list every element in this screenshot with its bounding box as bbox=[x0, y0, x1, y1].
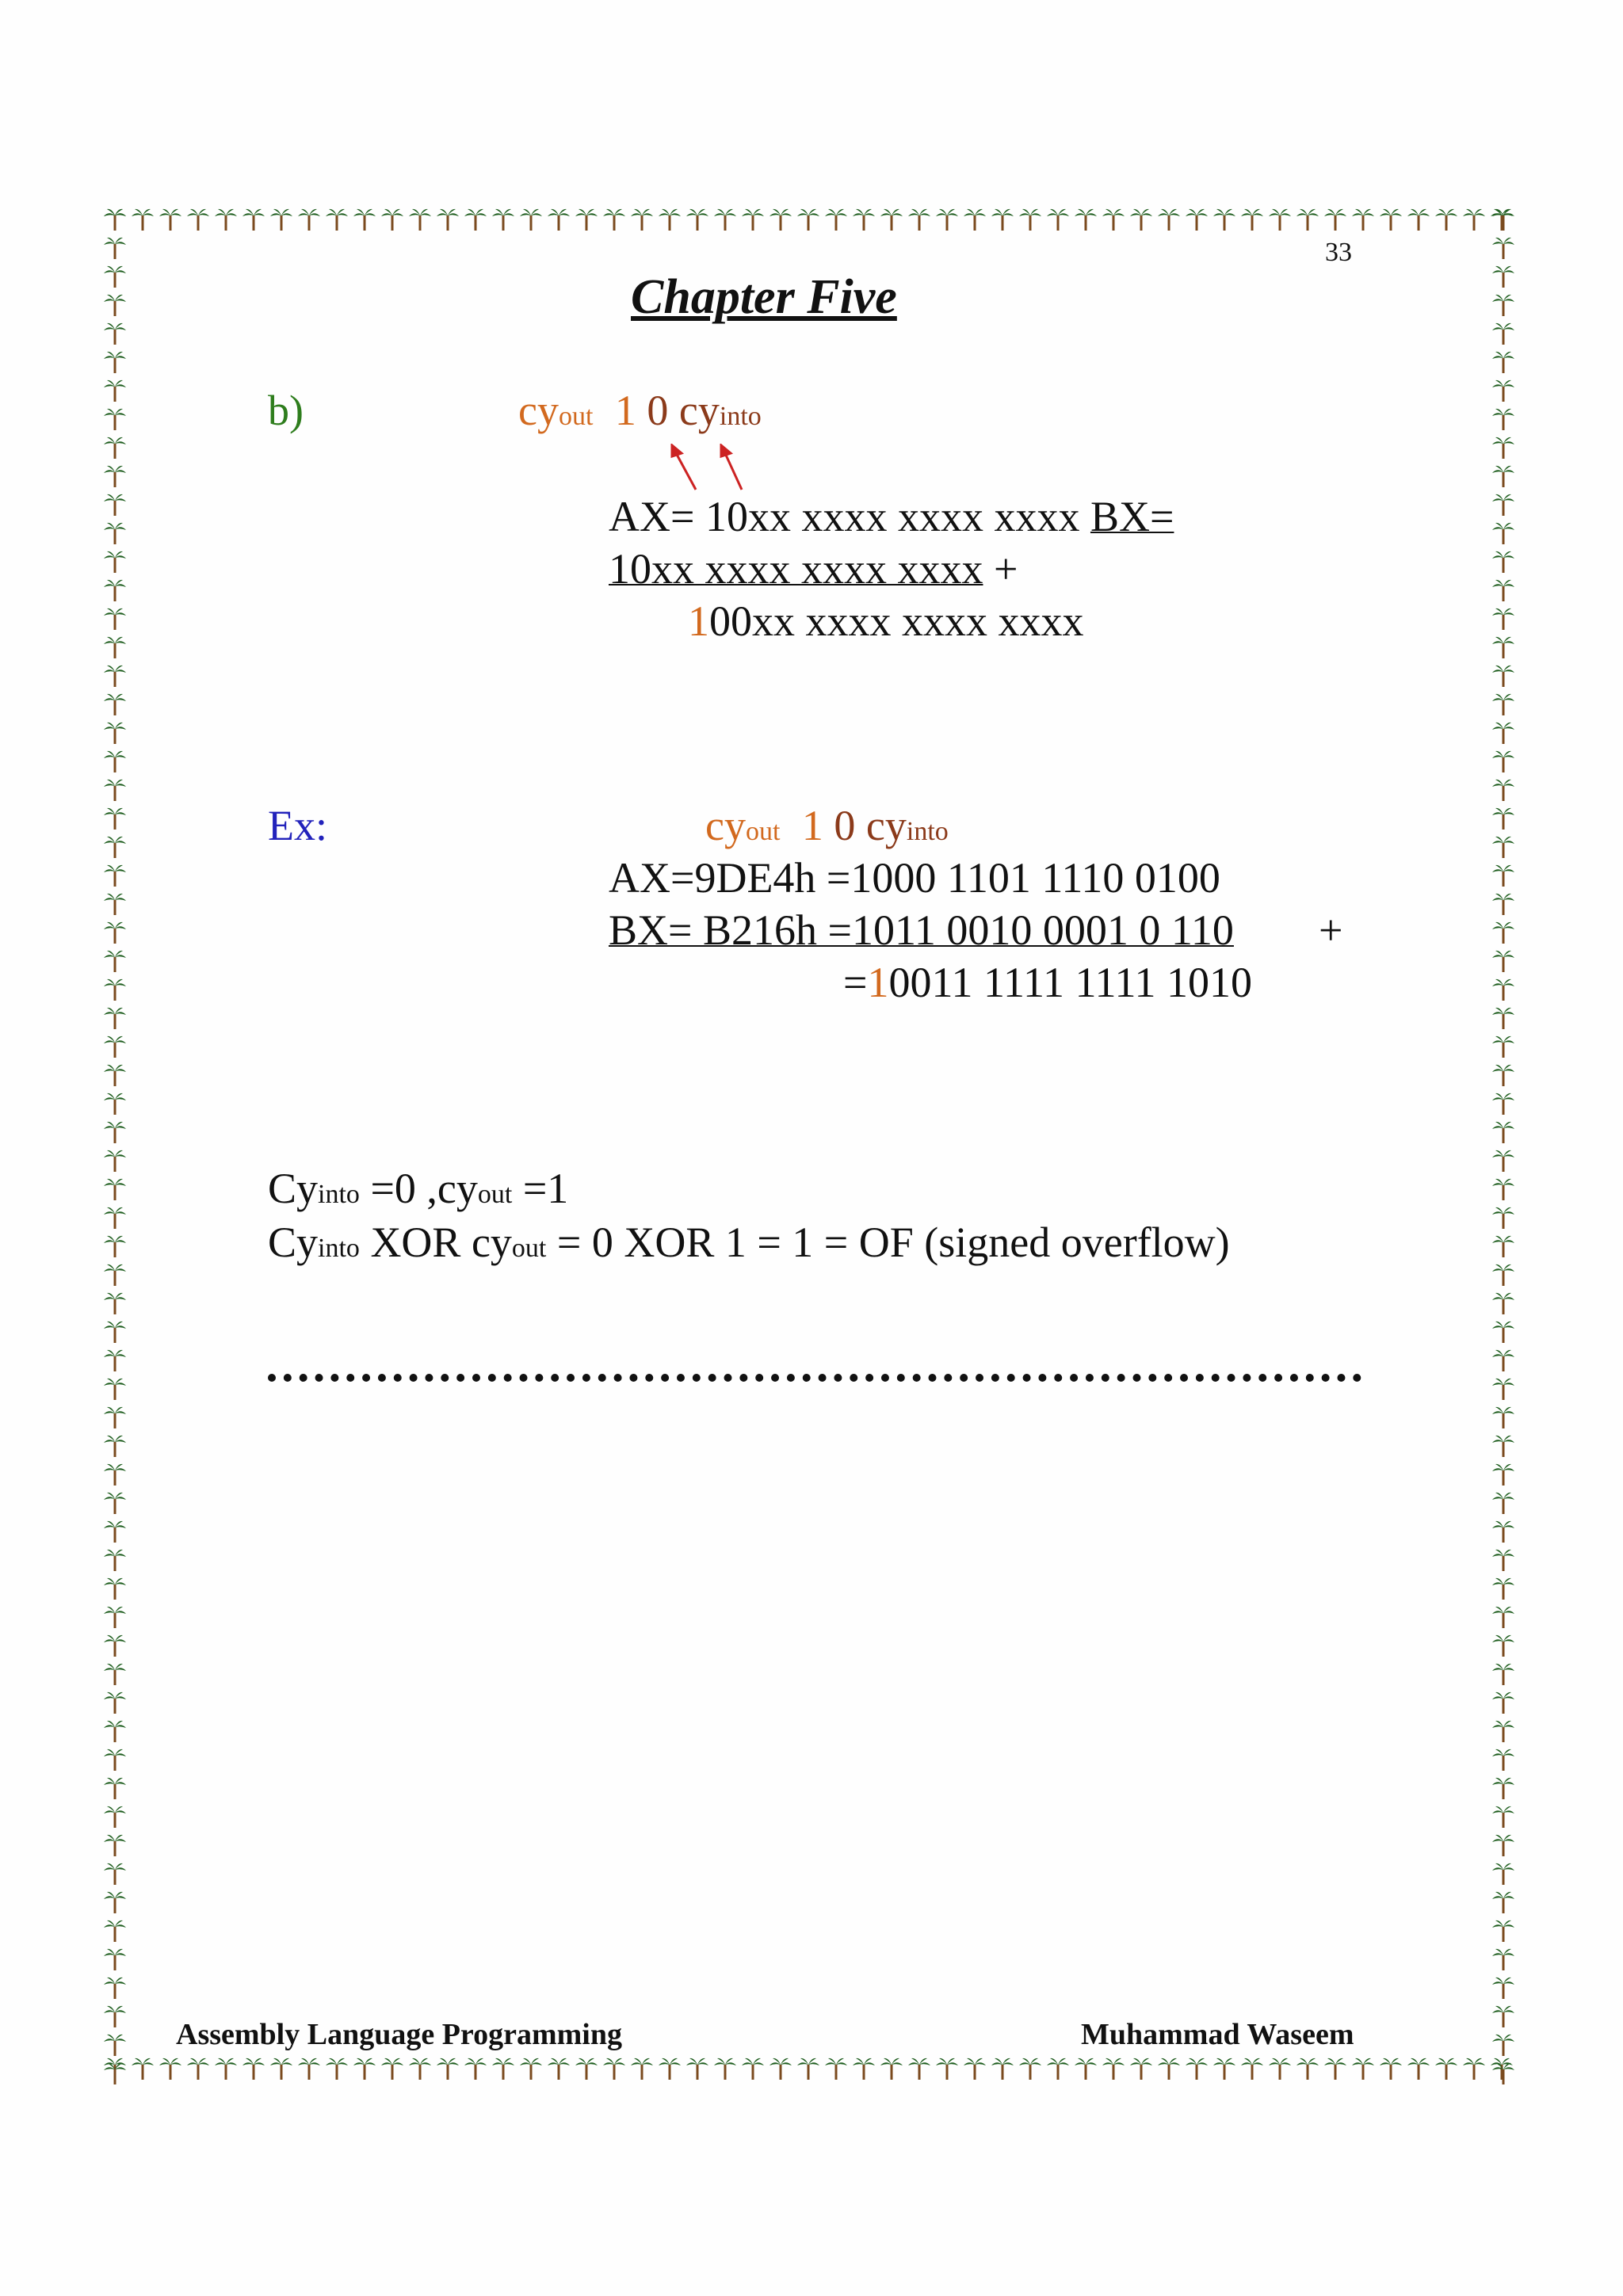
palm-tree-icon bbox=[713, 208, 737, 231]
into-subscript: into bbox=[318, 1234, 360, 1263]
palm-tree-icon bbox=[1240, 2057, 1264, 2081]
palm-tree-icon bbox=[1491, 1976, 1515, 2000]
palm-tree-icon bbox=[408, 208, 432, 231]
palm-tree-icon bbox=[880, 208, 903, 231]
palm-tree-icon bbox=[103, 322, 127, 345]
palm-tree-icon bbox=[103, 864, 127, 887]
palm-tree-icon bbox=[491, 208, 515, 231]
decorative-palm-border bbox=[103, 208, 1523, 2088]
example-label: Ex: bbox=[268, 802, 327, 849]
palm-tree-icon bbox=[103, 550, 127, 574]
text-segment: =1 bbox=[512, 1165, 569, 1212]
palm-tree-icon bbox=[1491, 864, 1515, 887]
palm-tree-icon bbox=[103, 607, 127, 631]
palm-tree-icon bbox=[103, 1177, 127, 1201]
border-bottom bbox=[103, 2057, 1523, 2088]
palm-tree-icon bbox=[1157, 2057, 1181, 2081]
palm-tree-icon bbox=[103, 464, 127, 488]
text-segment: =0 ,cy bbox=[359, 1165, 478, 1212]
palm-tree-icon bbox=[464, 2057, 487, 2081]
palm-tree-icon bbox=[103, 1491, 127, 1515]
palm-tree-icon bbox=[103, 1833, 127, 1857]
palm-tree-icon bbox=[1491, 464, 1515, 488]
palm-tree-icon bbox=[1129, 208, 1153, 231]
palm-tree-icon bbox=[1462, 2057, 1486, 2081]
palm-tree-icon bbox=[491, 2057, 515, 2081]
palm-tree-icon bbox=[1491, 2061, 1515, 2085]
palm-tree-icon bbox=[269, 2057, 293, 2081]
arrow-2-icon bbox=[724, 452, 742, 490]
palm-tree-icon bbox=[1491, 1662, 1515, 1686]
palm-tree-icon bbox=[1323, 208, 1347, 231]
palm-tree-icon bbox=[436, 208, 460, 231]
palm-tree-icon bbox=[103, 350, 127, 374]
palm-tree-icon bbox=[103, 1035, 127, 1058]
palm-tree-icon bbox=[103, 807, 127, 830]
palm-tree-icon bbox=[103, 493, 127, 517]
palm-tree-icon bbox=[991, 2057, 1014, 2081]
palm-tree-icon bbox=[1491, 2004, 1515, 2028]
cy-into-symbol: cy bbox=[865, 802, 907, 849]
palm-tree-icon bbox=[1046, 2057, 1070, 2081]
palm-tree-icon bbox=[380, 2057, 404, 2081]
palm-tree-icon bbox=[741, 2057, 765, 2081]
palm-tree-icon bbox=[1491, 1520, 1515, 1543]
palm-tree-icon bbox=[1491, 1577, 1515, 1600]
palm-tree-icon bbox=[1491, 1548, 1515, 1572]
palm-tree-icon bbox=[1491, 1206, 1515, 1230]
palm-tree-icon bbox=[103, 236, 127, 260]
palm-tree-icon bbox=[464, 208, 487, 231]
palm-tree-icon bbox=[1491, 265, 1515, 288]
example-plus-sign: + bbox=[1319, 906, 1343, 954]
border-top bbox=[103, 208, 1523, 239]
palm-tree-icon bbox=[186, 208, 210, 231]
palm-tree-icon bbox=[297, 208, 321, 231]
palm-tree-icon bbox=[1157, 208, 1181, 231]
palm-tree-icon bbox=[1491, 1463, 1515, 1486]
palm-tree-icon bbox=[1491, 350, 1515, 374]
palm-tree-icon bbox=[103, 1947, 127, 1971]
palm-tree-icon bbox=[1491, 2033, 1515, 2057]
palm-tree-icon bbox=[1491, 978, 1515, 1001]
cy-out-symbol: cy bbox=[518, 387, 559, 434]
palm-tree-icon bbox=[1491, 1063, 1515, 1087]
part-b-label: b) bbox=[268, 387, 304, 434]
palm-tree-icon bbox=[1185, 2057, 1209, 2081]
palm-tree-icon bbox=[547, 2057, 571, 2081]
part-b-line-2 bbox=[609, 545, 1018, 593]
palm-tree-icon bbox=[436, 2057, 460, 2081]
palm-tree-icon bbox=[658, 208, 682, 231]
palm-tree-icon bbox=[103, 664, 127, 688]
palm-tree-icon bbox=[103, 1149, 127, 1173]
palm-tree-icon bbox=[1268, 2057, 1292, 2081]
palm-tree-icon bbox=[380, 208, 404, 231]
palm-tree-icon bbox=[297, 2057, 321, 2081]
palm-tree-icon bbox=[103, 1776, 127, 1800]
part-b-carry-header bbox=[518, 387, 762, 441]
palm-tree-icon bbox=[824, 2057, 848, 2081]
palm-tree-icon bbox=[103, 1548, 127, 1572]
palm-tree-icon bbox=[158, 208, 182, 231]
palm-tree-icon bbox=[103, 778, 127, 802]
palm-tree-icon bbox=[103, 1862, 127, 1886]
into-subscript: into bbox=[318, 1180, 360, 1209]
text-segment: XOR cy bbox=[359, 1219, 512, 1266]
palm-tree-icon bbox=[1491, 1833, 1515, 1857]
footer-left: Assembly Language Programming bbox=[176, 2018, 622, 2051]
palm-tree-icon bbox=[103, 1719, 127, 1743]
palm-tree-icon bbox=[963, 2057, 987, 2081]
palm-tree-icon bbox=[1185, 208, 1209, 231]
palm-tree-icon bbox=[602, 208, 626, 231]
palm-tree-icon bbox=[1491, 1405, 1515, 1429]
palm-tree-icon bbox=[1379, 208, 1403, 231]
palm-tree-icon bbox=[1212, 2057, 1236, 2081]
palm-tree-icon bbox=[1491, 1947, 1515, 1971]
palm-tree-icon bbox=[1491, 721, 1515, 745]
palm-tree-icon bbox=[103, 892, 127, 916]
palm-tree-icon bbox=[103, 1206, 127, 1230]
example-line-2: BX= B216h =1011 0010 0001 0 110 bbox=[609, 906, 1234, 954]
palm-tree-icon bbox=[1491, 607, 1515, 631]
palm-tree-icon bbox=[1491, 1035, 1515, 1058]
palm-tree-icon bbox=[1491, 1320, 1515, 1344]
palm-tree-icon bbox=[1491, 1377, 1515, 1401]
palm-tree-icon bbox=[1491, 407, 1515, 431]
palm-tree-icon bbox=[103, 749, 127, 773]
out-subscript: out bbox=[511, 1234, 547, 1263]
palm-tree-icon bbox=[685, 208, 709, 231]
palm-tree-icon bbox=[880, 2057, 903, 2081]
palm-tree-icon bbox=[103, 521, 127, 545]
palm-tree-icon bbox=[1212, 208, 1236, 231]
palm-tree-icon bbox=[1323, 2057, 1347, 2081]
palm-tree-icon bbox=[103, 1234, 127, 1258]
palm-tree-icon bbox=[1491, 1263, 1515, 1287]
palm-tree-icon bbox=[103, 578, 127, 602]
palm-tree-icon bbox=[1491, 521, 1515, 545]
ax-operand: AX= 10xx xxxx xxxx xxxx bbox=[609, 493, 1090, 540]
palm-tree-icon bbox=[1407, 2057, 1430, 2081]
palm-tree-icon bbox=[1434, 2057, 1458, 2081]
carry-arrows bbox=[666, 444, 753, 491]
palm-tree-icon bbox=[713, 2057, 737, 2081]
palm-tree-icon bbox=[103, 1577, 127, 1600]
palm-tree-icon bbox=[242, 208, 265, 231]
palm-tree-icon bbox=[1018, 2057, 1042, 2081]
out-subscript: out bbox=[558, 402, 594, 431]
palm-tree-icon bbox=[103, 635, 127, 659]
conclusion-line-2 bbox=[268, 1219, 1230, 1272]
palm-tree-icon bbox=[103, 1605, 127, 1629]
palm-tree-icon bbox=[796, 208, 820, 231]
border-right bbox=[1491, 208, 1523, 2088]
conclusion-line-1 bbox=[268, 1165, 568, 1219]
palm-tree-icon bbox=[103, 1919, 127, 1943]
palm-tree-icon bbox=[103, 721, 127, 745]
palm-tree-icon bbox=[1491, 807, 1515, 830]
palm-tree-icon bbox=[1491, 1719, 1515, 1743]
palm-tree-icon bbox=[1491, 949, 1515, 973]
palm-tree-icon bbox=[242, 2057, 265, 2081]
palm-tree-icon bbox=[1491, 921, 1515, 944]
palm-tree-icon bbox=[1491, 208, 1515, 231]
palm-tree-icon bbox=[103, 407, 127, 431]
result-bits: 0011 1111 1111 1010 bbox=[888, 959, 1252, 1006]
palm-tree-icon bbox=[1491, 664, 1515, 688]
carry-out-digit: 1 bbox=[801, 802, 823, 849]
palm-tree-icon bbox=[1491, 892, 1515, 916]
palm-tree-icon bbox=[269, 208, 293, 231]
palm-tree-icon bbox=[1491, 778, 1515, 802]
plus-sign: + bbox=[983, 545, 1018, 593]
palm-tree-icon bbox=[1407, 208, 1430, 231]
palm-tree-icon bbox=[1491, 550, 1515, 574]
palm-tree-icon bbox=[103, 1805, 127, 1829]
palm-tree-icon bbox=[103, 1976, 127, 2000]
example-result bbox=[843, 959, 1252, 1006]
palm-tree-icon bbox=[1351, 208, 1375, 231]
palm-tree-icon bbox=[103, 1662, 127, 1686]
palm-tree-icon bbox=[1129, 2057, 1153, 2081]
palm-tree-icon bbox=[1491, 578, 1515, 602]
palm-tree-icon bbox=[103, 208, 127, 231]
palm-tree-icon bbox=[103, 1120, 127, 1144]
palm-tree-icon bbox=[630, 2057, 654, 2081]
cy-symbol: Cy bbox=[268, 1219, 319, 1266]
part-b-result bbox=[688, 597, 1084, 645]
palm-tree-icon bbox=[1491, 1691, 1515, 1714]
palm-tree-icon bbox=[158, 2057, 182, 2081]
palm-tree-icon bbox=[103, 2033, 127, 2057]
palm-tree-icon bbox=[1491, 1634, 1515, 1657]
palm-tree-icon bbox=[991, 208, 1014, 231]
palm-tree-icon bbox=[1491, 436, 1515, 460]
palm-tree-icon bbox=[1491, 1234, 1515, 1258]
palm-tree-icon bbox=[1491, 493, 1515, 517]
carry-out-digit: 1 bbox=[614, 387, 636, 434]
palm-tree-icon bbox=[103, 1092, 127, 1116]
part-b-line-1 bbox=[609, 493, 1174, 540]
palm-tree-icon bbox=[103, 1691, 127, 1714]
palm-tree-icon bbox=[1074, 208, 1098, 231]
into-subscript: into bbox=[906, 817, 949, 846]
page-number: 33 bbox=[1325, 238, 1352, 267]
cy-symbol: Cy bbox=[268, 1165, 319, 1212]
palm-tree-icon bbox=[1491, 1177, 1515, 1201]
palm-tree-icon bbox=[103, 1377, 127, 1401]
arrow-2-head-icon bbox=[721, 445, 731, 456]
arrow-1-head-icon bbox=[672, 445, 682, 456]
palm-tree-icon bbox=[103, 1634, 127, 1657]
palm-tree-icon bbox=[685, 2057, 709, 2081]
palm-tree-icon bbox=[907, 2057, 931, 2081]
palm-tree-icon bbox=[769, 2057, 792, 2081]
palm-tree-icon bbox=[103, 2061, 127, 2085]
palm-tree-icon bbox=[325, 2057, 349, 2081]
result-equals: = bbox=[843, 959, 868, 1006]
palm-tree-icon bbox=[1491, 1149, 1515, 1173]
palm-tree-icon bbox=[1240, 208, 1264, 231]
palm-tree-icon bbox=[1491, 1605, 1515, 1629]
palm-tree-icon bbox=[1491, 1348, 1515, 1372]
palm-tree-icon bbox=[1491, 635, 1515, 659]
palm-tree-icon bbox=[1046, 208, 1070, 231]
palm-tree-icon bbox=[103, 1320, 127, 1344]
palm-tree-icon bbox=[103, 265, 127, 288]
palm-tree-icon bbox=[103, 1405, 127, 1429]
palm-tree-icon bbox=[103, 978, 127, 1001]
cy-into-symbol: cy bbox=[678, 387, 720, 434]
palm-tree-icon bbox=[852, 208, 876, 231]
result-carry: 1 bbox=[867, 959, 889, 1006]
palm-tree-icon bbox=[103, 1520, 127, 1543]
example-line-1: AX=9DE4h =1000 1101 1110 0100 bbox=[609, 854, 1220, 902]
palm-tree-icon bbox=[658, 2057, 682, 2081]
palm-tree-icon bbox=[1102, 208, 1125, 231]
palm-tree-icon bbox=[186, 2057, 210, 2081]
example-carry-header bbox=[705, 802, 949, 856]
palm-tree-icon bbox=[103, 692, 127, 716]
bx-label: BX= bbox=[1090, 493, 1174, 540]
palm-tree-icon bbox=[1491, 236, 1515, 260]
palm-tree-icon bbox=[103, 379, 127, 402]
palm-tree-icon bbox=[1296, 2057, 1319, 2081]
palm-tree-icon bbox=[408, 2057, 432, 2081]
palm-tree-icon bbox=[103, 1463, 127, 1486]
palm-tree-icon bbox=[1491, 1890, 1515, 1914]
palm-tree-icon bbox=[796, 2057, 820, 2081]
palm-tree-icon bbox=[1434, 208, 1458, 231]
palm-tree-icon bbox=[103, 1348, 127, 1372]
palm-tree-icon bbox=[1462, 208, 1486, 231]
palm-tree-icon bbox=[103, 1748, 127, 1772]
palm-tree-icon bbox=[103, 1434, 127, 1458]
palm-tree-icon bbox=[769, 208, 792, 231]
palm-tree-icon bbox=[1491, 1006, 1515, 1030]
palm-tree-icon bbox=[325, 208, 349, 231]
palm-tree-icon bbox=[1296, 208, 1319, 231]
palm-tree-icon bbox=[824, 208, 848, 231]
arrow-1-icon bbox=[675, 452, 696, 490]
palm-tree-icon bbox=[1491, 1862, 1515, 1886]
palm-tree-icon bbox=[353, 2057, 376, 2081]
palm-tree-icon bbox=[103, 436, 127, 460]
palm-tree-icon bbox=[602, 2057, 626, 2081]
palm-tree-icon bbox=[1102, 2057, 1125, 2081]
out-subscript: out bbox=[745, 817, 781, 846]
border-left bbox=[103, 208, 135, 2088]
palm-tree-icon bbox=[630, 208, 654, 231]
palm-tree-icon bbox=[1491, 749, 1515, 773]
into-subscript: into bbox=[719, 402, 762, 431]
out-subscript: out bbox=[477, 1180, 513, 1209]
chapter-title: Chapter Five bbox=[631, 270, 897, 324]
palm-tree-icon bbox=[1268, 208, 1292, 231]
palm-tree-icon bbox=[547, 208, 571, 231]
palm-tree-icon bbox=[1491, 1805, 1515, 1829]
palm-tree-icon bbox=[741, 208, 765, 231]
palm-tree-icon bbox=[935, 208, 959, 231]
palm-tree-icon bbox=[1491, 1491, 1515, 1515]
palm-tree-icon bbox=[214, 2057, 238, 2081]
palm-tree-icon bbox=[1491, 835, 1515, 859]
palm-tree-icon bbox=[1491, 293, 1515, 317]
section-divider bbox=[268, 1374, 1361, 1382]
footer-right: Muhammad Waseem bbox=[1081, 2018, 1354, 2051]
palm-tree-icon bbox=[575, 208, 598, 231]
palm-tree-icon bbox=[1491, 1092, 1515, 1116]
result-carry: 1 bbox=[688, 597, 709, 645]
palm-tree-icon bbox=[1491, 692, 1515, 716]
palm-tree-icon bbox=[214, 208, 238, 231]
palm-tree-icon bbox=[575, 2057, 598, 2081]
palm-tree-icon bbox=[1491, 1434, 1515, 1458]
palm-tree-icon bbox=[907, 208, 931, 231]
palm-tree-icon bbox=[103, 1006, 127, 1030]
palm-tree-icon bbox=[1491, 1120, 1515, 1144]
palm-tree-icon bbox=[103, 835, 127, 859]
carry-into-digit: 0 bbox=[834, 802, 856, 849]
palm-tree-icon bbox=[1491, 1776, 1515, 1800]
palm-tree-icon bbox=[103, 2004, 127, 2028]
palm-tree-icon bbox=[1351, 2057, 1375, 2081]
cy-out-symbol: cy bbox=[705, 802, 746, 849]
palm-tree-icon bbox=[519, 208, 543, 231]
palm-tree-icon bbox=[963, 208, 987, 231]
palm-tree-icon bbox=[103, 1890, 127, 1914]
palm-tree-icon bbox=[519, 2057, 543, 2081]
text-segment: = 0 XOR 1 = 1 = OF (signed overflow) bbox=[546, 1219, 1230, 1266]
bx-operand: 10xx xxxx xxxx xxxx bbox=[609, 545, 983, 593]
palm-tree-icon bbox=[353, 208, 376, 231]
palm-tree-icon bbox=[935, 2057, 959, 2081]
palm-tree-icon bbox=[1491, 1748, 1515, 1772]
palm-tree-icon bbox=[103, 293, 127, 317]
palm-tree-icon bbox=[1379, 2057, 1403, 2081]
palm-tree-icon bbox=[103, 921, 127, 944]
palm-tree-icon bbox=[103, 1063, 127, 1087]
palm-tree-icon bbox=[1491, 1291, 1515, 1315]
palm-tree-icon bbox=[103, 1291, 127, 1315]
palm-tree-icon bbox=[1491, 379, 1515, 402]
palm-tree-icon bbox=[1018, 208, 1042, 231]
carry-into-digit: 0 bbox=[647, 387, 669, 434]
palm-tree-icon bbox=[1491, 1919, 1515, 1943]
palm-tree-icon bbox=[103, 949, 127, 973]
result-bits: 00xx xxxx xxxx xxxx bbox=[709, 597, 1084, 645]
palm-tree-icon bbox=[852, 2057, 876, 2081]
palm-tree-icon bbox=[1074, 2057, 1098, 2081]
palm-tree-icon bbox=[1491, 322, 1515, 345]
palm-tree-icon bbox=[103, 1263, 127, 1287]
